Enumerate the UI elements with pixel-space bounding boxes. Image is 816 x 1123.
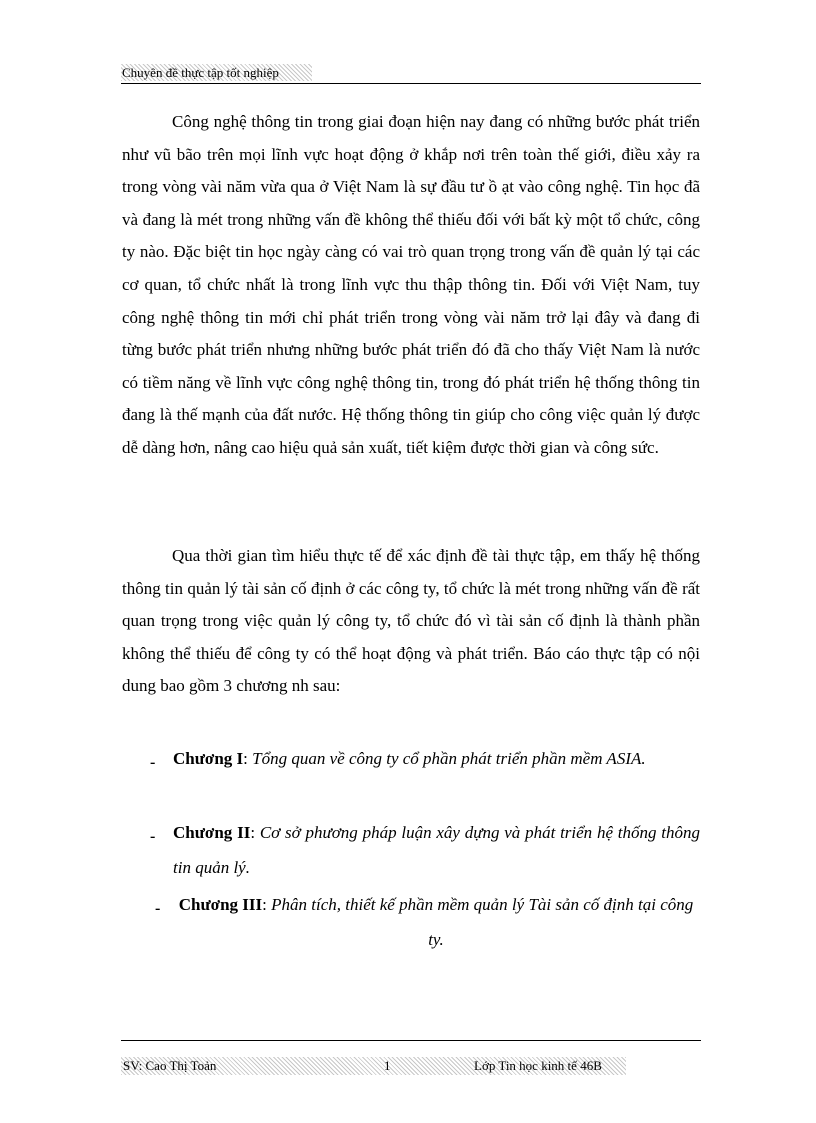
chapter-2-bullet: - <box>150 828 156 845</box>
chapter-3-item <box>178 887 694 957</box>
footer-divider <box>121 1040 701 1041</box>
chapter-1-description: Tổng quan về công ty cổ phần phát triển phần mềm ASIA. <box>252 749 646 768</box>
chapter-3-separator: : <box>262 895 272 914</box>
chapter-3-bullet: - <box>155 900 161 917</box>
header-title: Chuyên đề thực tập tốt nghiệp <box>122 65 279 80</box>
chapter-1-separator: : <box>243 749 253 768</box>
chapter-2-item <box>173 815 700 885</box>
chapter-2-description: Cơ sở phương pháp luận xây dựng và phát triển hệ thống thông tin quản lý. <box>173 823 700 877</box>
header-divider <box>121 83 701 84</box>
intro-paragraph: Công nghệ thông tin trong giai đoạn hiện nay đang có những bước phát triển như vũ bão trên mọi lĩnh vực hoạt động ở khắp nơi trên toàn thế giới, điều xảy ra trong vòng vài năm vừa qua ở Việt Nam là sự đầu tư ồ ạt vào công nghệ. Tin học đã và đang là mét trong những vấn đề không thể thiếu đối với bất kỳ một tổ chức, công ty nào. Đặc biệt tin học ngày càng có vai trò quan trọng trong vấn đề quản lý tại các cơ quan, tổ chức nhất là trong lĩnh vực thu thập thông tin. Đối với Việt Nam, tuy công nghệ thông tin mới chỉ phát triển trong vòng vài năm trở lại đây và đang đi từng bước phát triển nhưng những bước phát triển đó đã cho thấy Việt Nam là nước có tiềm năng về lĩnh vực công nghệ thông tin, trong đó phát triển hệ thống thông tin đang là thế mạnh của đất nước. Hệ thống thông tin giúp cho công việc quản lý được dễ dàng hơn, nâng cao hiệu quả sản xuất, tiết kiệm được thời gian và công sức. <box>122 112 700 457</box>
footer-author: SV: Cao Thị Toản <box>123 1058 217 1073</box>
footer-class: Lớp Tin học kinh tế 46B <box>474 1058 602 1073</box>
chapter-3-description: Phân tích, thiết kế phần mềm quản lý Tài sản cố định tại công ty. <box>271 895 694 949</box>
chapter-1-bullet: - <box>150 754 156 771</box>
page-header <box>121 64 312 81</box>
page-footer <box>121 1057 626 1075</box>
chapter-1-title: Chương I <box>173 749 244 768</box>
chapter-2-title: Chương II <box>173 823 251 842</box>
scope-paragraph: Qua thời gian tìm hiểu thực tế để xác định đề tài thực tập, em thấy hệ thống thông tin quản lý tài sản cố định ở các công ty, tổ chức là mét trong những vấn đề rất quan trọng trong việc quản lý công ty, tổ chức đó vì tài sản cố định là thành phần không thể thiếu để công ty có thể hoạt động và phát triển. Báo cáo thực tập có nội dung bao gồm 3 chương nh sau: <box>122 546 700 696</box>
footer-page-number: 1 <box>384 1058 391 1073</box>
chapter-1-item <box>173 741 700 776</box>
chapter-2-separator: : <box>250 823 260 842</box>
chapter-3-title: Chương III <box>178 895 263 914</box>
